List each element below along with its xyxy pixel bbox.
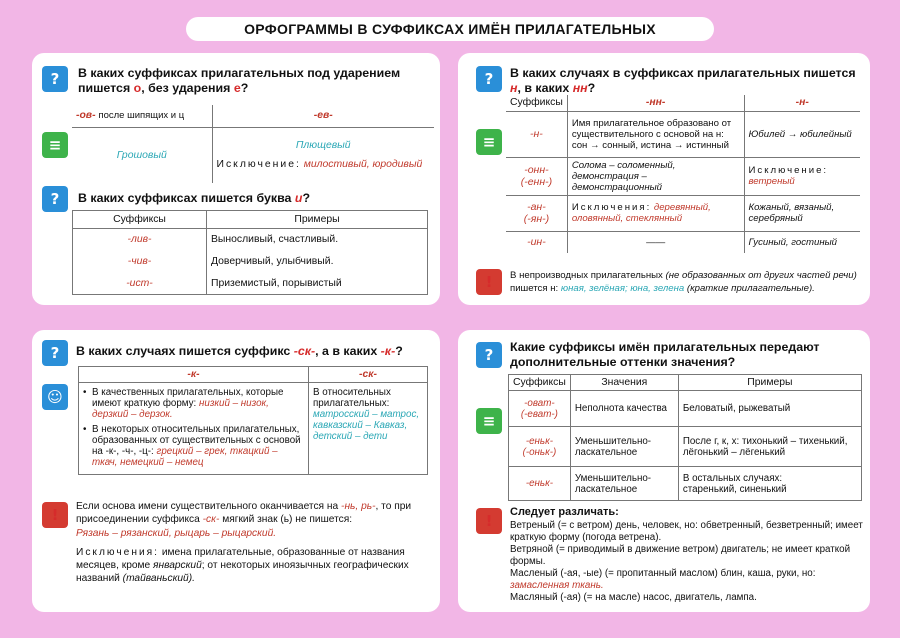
panel-o-e-suffixes xyxy=(32,53,440,305)
diff-title: Следует различать: xyxy=(510,506,619,518)
shades-table: Суффиксы Значения Примеры -оват- (-еват-) Неполнота качества Беловатый, рыжеватый -еньк- (-оньк-) Уменьшительно-ласкательное После г, к, х: тихонький – тихенький, лёгонький – лёгенький -еньк- Уменьшительно-ласкательное В остальных случаях: старенький, синенький xyxy=(508,374,862,501)
exclamation-icon: ! xyxy=(476,269,502,295)
exclamation-icon: ! xyxy=(476,508,502,534)
rule-soft-sign: Если основа имени существительного оканчивается на -нь, рь-, то при присоединении суффикса -ск- мягкий знак (ь) не пишется: xyxy=(76,501,412,525)
header-examples: Примеры xyxy=(207,211,428,229)
ov-ev-table: -ов- после шипящих и ц -ев- Грошовый Плющевый Исключение: милостивый, юродивый xyxy=(72,105,434,183)
notebook-icon: ≡ xyxy=(476,129,502,155)
sk-k-table: -к- -ск- • В качественных прилагательных, которые имеют краткую форму: низкий – низок, дерзкий – дерзок. • В некоторых относительных прилагательных, образованных от существительных с основой на -к-, -ч-, -ц-: грецкий – грек, ткацкий – ткач, немецкий – немец В относительных прилагательных: матросский – матрос, кавказский – Кавказ, детский – дети xyxy=(78,366,428,475)
question-lock-icon: ? xyxy=(42,186,68,212)
rule-n-base: Имя прилагательное образовано от существительного с основой на н: сон → сонный, истина → истинный xyxy=(567,111,744,157)
i-suffix-table: Суффиксы Примеры -лив- Выносливый, счастливый. -чив- Доверчивый, улыбчивый. -ист- Приземистый, порывистый xyxy=(72,210,428,295)
header-suffixes: Суффиксы xyxy=(73,211,207,229)
question-i-suffix: В каких суффиксах пишется буква и? xyxy=(78,191,311,205)
notebook-icon: ≡ xyxy=(476,408,502,434)
example-chiv: Доверчивый, улыбчивый. xyxy=(207,251,428,273)
note-non-derived: В непроизводных прилагательных (не образованных от других частей речи) пишется н: юная, зелёная; юна, зелена (краткие прилагательные). xyxy=(510,270,857,294)
question-lock-icon: ? xyxy=(42,66,68,92)
page-title: ОРФОГРАММЫ В СУФФИКСАХ ИМЁН ПРИЛАГАТЕЛЬНЫХ xyxy=(186,17,714,41)
question-n-nn: В каких случаях в суффиксах прилагательных пишется н, в каких нн? xyxy=(510,66,856,95)
head-bulb-icon: ☺ xyxy=(42,384,68,410)
exclamation-icon: ! xyxy=(42,502,68,528)
question-sk-k: В каких случаях пишется суффикс -ск-, а в каких -к-? xyxy=(76,344,403,358)
diff-list: Ветреный (= с ветром) день, человек, но: обветренный, безветренный; имеет краткую форму (погода ветрена). Ветряной (= приводимый в движение ветром) двигатель; не имеет краткой формы. Масленый (-ая, -ые) (= пропитанный маслом) блин, каша, руки, но: замасленная ткань. Масляный (-ая) (= на масле) насос, двигатель, лампа. xyxy=(510,520,863,603)
n-nn-table: Суффиксы -нн- -н- -н- Имя прилагательное образовано от существительного с основой на н: сон → сонный, истина → истинный Юбилей → юбилейный -онн- (-енн-) Солома – соломенный, демонстрация – демонстрационный Исключение: ветреный -ан- (-ян-) Исключения: деревянный, оловянный, стеклянный Кожаный, вязаный, серебряный -ин- —— Гусиный, гостиный xyxy=(506,95,860,253)
panel-shades-of-meaning xyxy=(458,330,870,612)
panel-n-nn xyxy=(458,53,870,305)
rule-exceptions: Исключения: имена прилагательные, образованные от названия месяцев, кроме январский; от некоторых иноязычных географических названий (тайваньский). xyxy=(76,547,409,584)
panel-sk-k xyxy=(32,330,440,612)
rule-example: Рязань – рязанский, рыцарь – рыцарский. xyxy=(76,528,277,539)
question-o-e: В каких суффиксах прилагательных под ударением пишется о, без ударения е? xyxy=(78,66,401,95)
question-lock-icon: ? xyxy=(42,340,68,366)
question-lock-icon: ? xyxy=(476,342,502,368)
question-shades: Какие суффиксы имён прилагательных передают дополнительные оттенки значения? xyxy=(510,340,820,369)
question-lock-icon: ? xyxy=(476,66,502,92)
example-ist: Приземистый, порывистый xyxy=(207,273,428,295)
example-liv: Выносливый, счастливый. xyxy=(207,229,428,251)
notebook-icon: ≡ xyxy=(42,132,68,158)
